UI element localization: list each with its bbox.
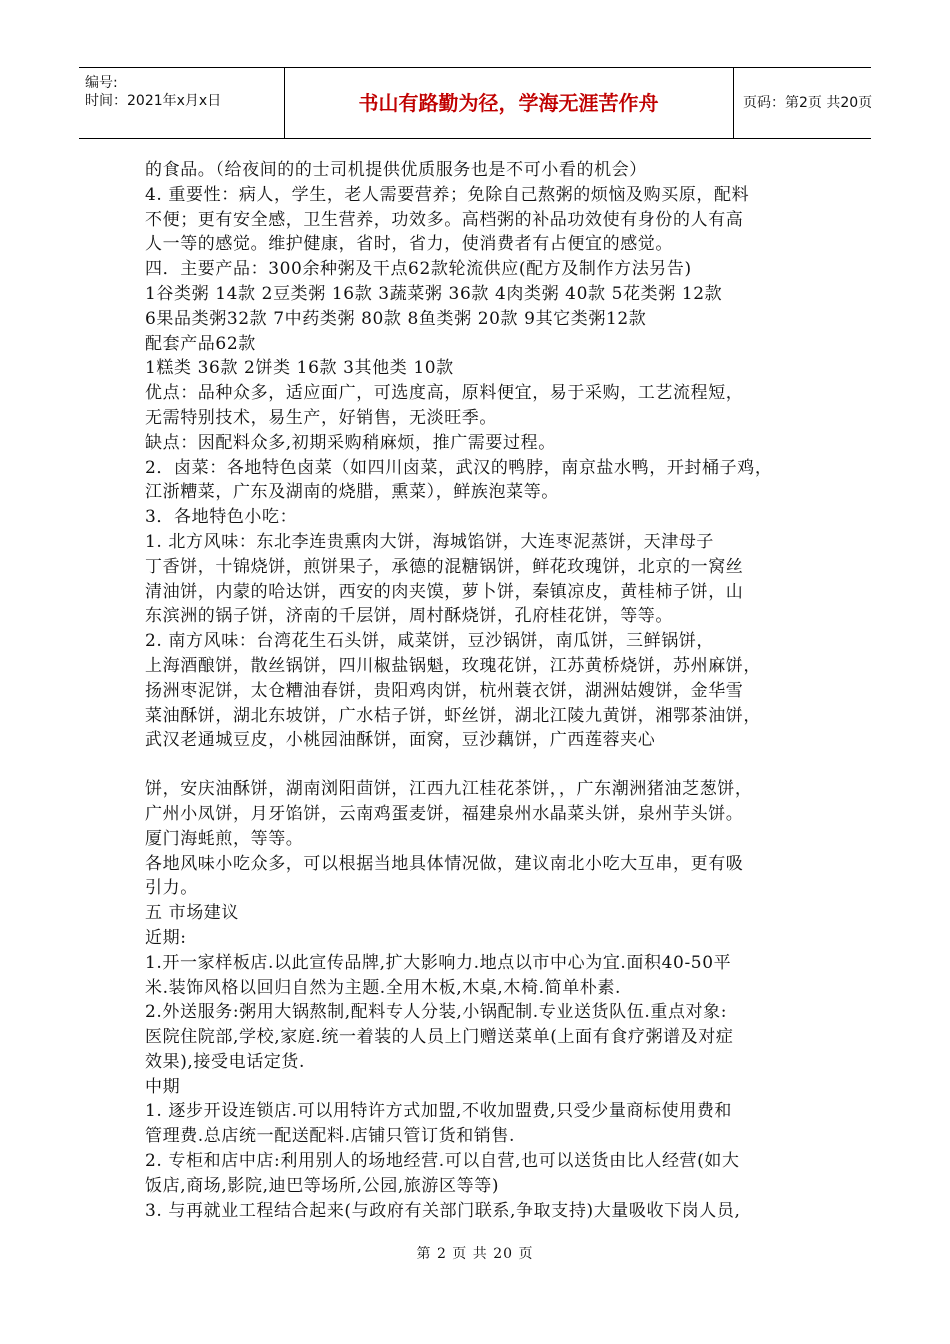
page-header (79, 67, 871, 139)
text-line: 1. 北方风味：东北李连贵熏肉大饼，海城馅饼，大连枣泥蒸饼，天津母子 (145, 531, 715, 552)
text-line: 上海酒酿饼，散丝锅饼，四川椒盐锅魁，玫瑰花饼，江苏黄桥烧饼，苏州麻饼， (145, 655, 761, 676)
text-line: 1谷类粥 14款 2豆类粥 16款 3蔬菜粥 36款 4肉类粥 40款 5花类粥 12款 (145, 283, 723, 304)
text-line: 4. 重要性：病人，学生，老人需要营养；免除自己熬粥的烦恼及购买原，配料 (145, 184, 750, 205)
footer-page-number: 第 2 页 共 20 页 (416, 1246, 534, 1262)
text-line: 米.装饰风格以回归自然为主题.全用木板,木桌,木椅.简单朴素. (145, 977, 622, 998)
text-line: 缺点：因配料众多,初期采购稍麻烦，推广需要过程。 (145, 432, 556, 453)
text-line: 2. 南方风味：台湾花生石头饼，咸菜饼，豆沙锅饼，南瓜饼，三鲜锅饼， (145, 631, 715, 652)
text-line: 武汉老通城豆皮，小桃园油酥饼，面窝，豆沙藕饼，广西莲蓉夹心 (145, 730, 656, 751)
text-line: 医院住院部,学校,家庭.统一着装的人员上门赠送菜单(上面有食疗粥谱及对症 (145, 1027, 734, 1048)
text-line: 的食品。（给夜间的的士司机提供优质服务也是不可小看的机会） (145, 160, 647, 180)
text-line: 2．卤菜：各地特色卤菜（如四川卤菜，武汉的鸭脖，南京盐水鸭，开封桶子鸡， (145, 457, 773, 478)
page-footer (0, 1243, 950, 1263)
text-line: 丁香饼，十锦烧饼，煎饼果子，承德的混糖锅饼，鲜花玫瑰饼，北京的一窝丝 (145, 556, 744, 577)
text-line: 效果),接受电话定货. (145, 1051, 306, 1072)
text-line: 饭店,商场,影院,迪巴等场所,公园,旅游区等等) (145, 1175, 500, 1196)
text-line: 3. 与再就业工程结合起来(与政府有关部门联系,争取支持)大量吸收下岗人员, (145, 1200, 741, 1221)
text-line: 扬洲枣泥饼，太仓糟油春饼，贵阳鸡肉饼，杭州蓑衣饼，湖洲姑嫂饼，金华雪 (145, 680, 744, 701)
text-line: 饼，安庆油酥饼，湖南浏阳茴饼，江西九江桂花茶饼，，广东潮洲猪油芝葱饼， (145, 779, 753, 800)
text-line: 江浙糟菜，广东及湖南的烧腊，熏菜），鲜族泡菜等。 (145, 482, 559, 503)
text-line: 2. 专柜和店中店:利用别人的场地经营.可以自营,也可以送货由比人经营(如大 (145, 1151, 740, 1172)
text-line: 无需特别技术，易生产，好销售，无淡旺季。 (145, 407, 497, 428)
text-line: 1糕类 36款 2饼类 16款 3其他类 10款 (145, 358, 454, 379)
text-line: 各地风味小吃众多，可以根据当地具体情况做，建议南北小吃大互串，更有吸 (145, 853, 744, 874)
paragraph-gap (145, 753, 825, 777)
text-line: 人一等的感觉。维护健康，省时，省力，使消费者有占便宜的感觉。 (145, 234, 673, 255)
doc-date-label: 时间：2021年x月x日 (85, 93, 222, 109)
text-line: 1. 逐步开设连锁店.可以用特许方式加盟,不收加盟费,只受少量商标使用费和 (145, 1101, 733, 1122)
body-section-1 (145, 158, 825, 753)
text-line: 优点：品种众多，适应面广，可选度高，原料便宜，易于采购，工艺流程短， (145, 383, 744, 404)
document-body (145, 158, 825, 1223)
text-line: 配套产品62款 (145, 333, 256, 354)
text-line: 厦门海蚝煎，等等。 (145, 828, 304, 849)
text-line: 1.开一家样板店.以此宣传品牌,扩大影响力.地点以市中心为宜.面积40-50平 (145, 952, 732, 973)
text-line: 6果品类粥32款 7中药类粥 80款 8鱼类粥 20款 9其它类粥12款 (145, 308, 647, 329)
header-meta-cell (79, 68, 285, 138)
text-line: 菜油酥饼，湖北东坡饼，广水桔子饼，虾丝饼，湖北江陵九黄饼，湘鄂茶油饼， (145, 705, 761, 726)
text-line: 东滨洲的锅子饼，济南的千层饼，周村酥烧饼，孔府桂花饼，等等。 (145, 606, 673, 627)
text-line: 清油饼，内蒙的哈达饼，西安的肉夹馍，萝卜饼，秦镇凉皮，黄桂柿子饼，山 (145, 581, 744, 602)
text-line: 3．各地特色小吃： (145, 507, 298, 528)
header-page-cell (733, 68, 871, 138)
text-line: 不便；更有安全感，卫生营养，功效多。高档粥的补品功效使有身份的人有高 (145, 209, 744, 230)
header-motto: 书山有路勤为径，学海无涯苦作舟 (358, 91, 659, 115)
header-motto-cell (284, 68, 734, 138)
text-line: 管理费.总店统一配送配料.店铺只管订货和销售. (145, 1126, 516, 1147)
text-line: 引力。 (145, 878, 198, 899)
text-line: 五 市场建议 (145, 903, 240, 924)
text-line: 2.外送服务:粥用大锅熬制,配料专人分装,小锅配制.专业送货队伍.重点对象: (145, 1002, 728, 1023)
text-line: 四．主要产品：300余种粥及干点62款轮流供应(配方及制作方法另告) (145, 259, 692, 280)
body-section-2 (145, 777, 825, 1223)
text-line: 广州小凤饼，月牙馅饼，云南鸡蛋麦饼，福建泉州水晶菜头饼，泉州芋头饼。 (145, 803, 744, 824)
header-page-info: 页码：第2页 共20页 (743, 95, 873, 111)
text-line: 近期: (145, 927, 187, 948)
text-line: 中期 (145, 1076, 181, 1097)
doc-number-label: 编号: (85, 75, 118, 91)
